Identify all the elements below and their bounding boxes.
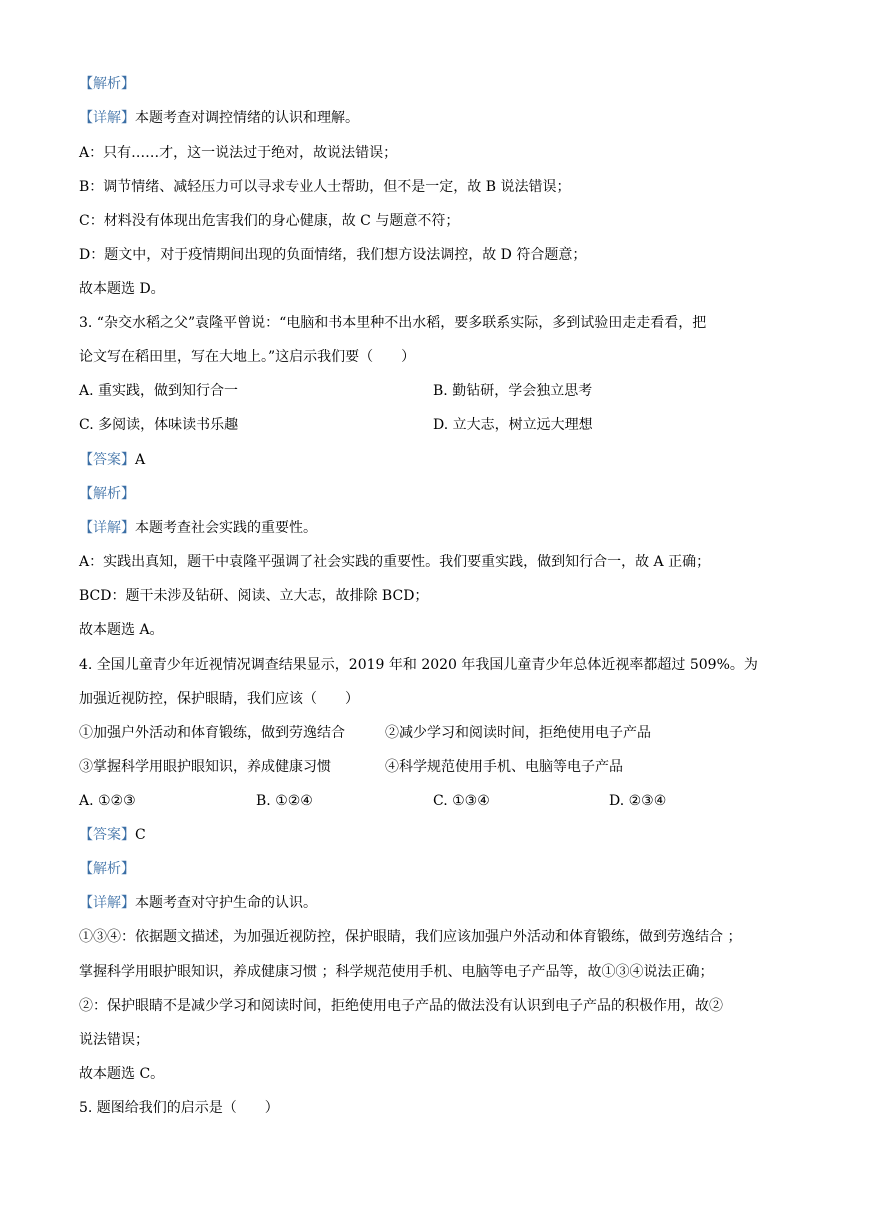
q4-line-134-2: 掌握科学用眼护眼知识，养成健康习惯 ；科学规范使用手机、电脑等电子产品等，故①③④说法正确；: [79, 964, 714, 980]
q2-line-c: C：材料没有体现出危害我们的身心健康，故 C 与题意不符；: [79, 213, 460, 229]
q4-option-d: D. ②③④: [609, 793, 667, 809]
q2-analysis-tag: 【解析】: [79, 76, 135, 92]
q4-option-b: B. ①②④: [256, 793, 313, 809]
q4-option-a: A. ①②③: [79, 793, 136, 809]
q4-answer-value: C: [135, 827, 146, 843]
q4-stem-line-1: 4. 全国儿童青少年近视情况调查结果显示，2019 年和 2020 年我国儿童青少年总体近视率都超过 509%。为: [79, 657, 758, 673]
q4-answer-tag: 【答案】: [79, 827, 135, 843]
q3-detail-tag: 【详解】: [79, 520, 135, 536]
q2-detail-tag: 【详解】: [79, 110, 135, 126]
q3-analysis-tag: 【解析】: [79, 486, 135, 502]
q3-option-c: C. 多阅读，体味读书乐趣: [79, 417, 239, 433]
q4-line-2-1: ②：保护眼睛不是减少学习和阅读时间，拒绝使用电子产品的做法没有认识到电子产品的积极作用，故②: [79, 998, 723, 1014]
q3-answer-tag: 【答案】: [79, 452, 135, 468]
q3-detail-text: 本题考查社会实践的重要性。: [135, 520, 317, 536]
q2-detail-text: 本题考查对调控情绪的认识和理解。: [135, 110, 359, 126]
q3-stem-line-2: 论文写在稻田里，写在大地上。”这启示我们要（ ）: [79, 349, 416, 365]
q4-analysis-tag: 【解析】: [79, 861, 135, 877]
q2-line-d: D：题文中，对于疫情期间出现的负面情绪，我们想方设法调控，故 D 符合题意；: [79, 247, 587, 263]
q4-item-1: ①加强户外活动和体育锻练，做到劳逸结合: [79, 725, 345, 741]
q3-line-bcd: BCD：题干未涉及钻研、阅读、立大志，故排除 BCD；: [79, 588, 429, 604]
q3-option-b: B. 勤钻研，学会独立思考: [433, 383, 593, 399]
q4-item-2: ②减少学习和阅读时间，拒绝使用电子产品: [385, 725, 651, 741]
q5-stem: 5. 题图给我们的启示是（ ）: [79, 1100, 279, 1116]
q4-line-134-1: ①③④：依据题文描述，为加强近视防控，保护眼睛，我们应该加强户外活动和体育锻练，做到劳逸结合 ；: [79, 929, 742, 945]
q3-option-a: A. 重实践，做到知行合一: [79, 383, 239, 399]
q4-line-2-2: 说法错误；: [79, 1032, 149, 1048]
q4-detail-text: 本题考查对守护生命的认识。: [135, 895, 317, 911]
q3-option-d: D. 立大志，树立远大理想: [433, 417, 593, 433]
q3-answer-value: A: [135, 452, 146, 468]
q4-detail-line: [79, 893, 317, 913]
q4-option-c: C. ①③④: [433, 793, 490, 809]
q4-detail-tag: 【详解】: [79, 895, 135, 911]
q4-conclusion: 故本题选 C。: [79, 1066, 165, 1082]
q2-line-b: B：调节情绪、减轻压力可以寻求专业人士帮助，但不是一定，故 B 说法错误；: [79, 179, 571, 195]
q3-line-a: A：实践出真知，题干中袁隆平强调了社会实践的重要性。我们要重实践，做到知行合一，故 A 正确；: [79, 554, 711, 570]
q3-stem-line-1: 3. “杂交水稻之父”袁隆平曾说：“电脑和书本里种不出水稻，要多联系实际，多到试验田走走看看，把: [79, 315, 707, 331]
q4-item-3: ③掌握科学用眼护眼知识，养成健康习惯: [79, 759, 331, 775]
q3-conclusion: 故本题选 A。: [79, 622, 164, 638]
q2-line-a: A：只有……才，这一说法过于绝对，故说法错误；: [79, 145, 398, 161]
q3-answer-line: [79, 450, 145, 470]
q4-answer-line: [79, 825, 146, 845]
q4-item-4: ④科学规范使用手机、电脑等电子产品: [385, 759, 623, 775]
q4-stem-line-2: 加强近视防控，保护眼睛，我们应该（ ）: [79, 691, 359, 707]
q2-conclusion: 故本题选 D。: [79, 281, 165, 297]
q2-detail-line: [79, 108, 359, 128]
q3-detail-line: [79, 518, 317, 538]
